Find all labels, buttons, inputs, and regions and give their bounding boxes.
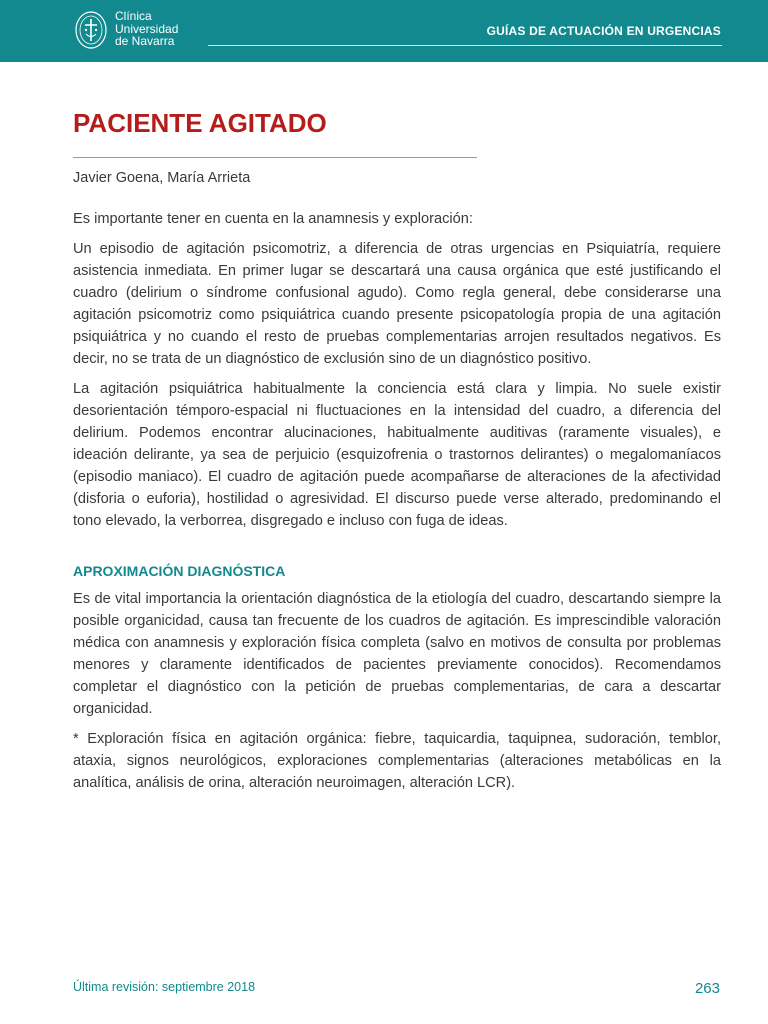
psychiatric-agitation-paragraph: La agitación psiquiátrica habitualmente la conciencia está clara y limpia. No suele existir desorientación témporo-espacial ni fluctuaciones en la intensidad del cuadro, a diferencia del delirium. Podemos encontrar alucinaciones, habitualmente auditivas (raramente visuales), e ideación delirante, ya sea de perjuicio (esquizofrenia o trastornos delirantes) o megalomaníacos (episodio maniaco). El cuadro de agitación puede acompañarse de alteraciones de la afectividad (disforia o euforia), hostilidad o agresividad. El discurso puede verse alterado, predominando el tono elevado, la verborrea, disgregado e incluso con fuga de ideas. — [73, 381, 721, 529]
physical-exam-paragraph: * Exploración física en agitación orgánica: fiebre, taquicardia, taquipnea, sudoración, temblor, ataxia, signos neurológicos, exploraciones complementarias (alteraciones metabólicas en la analítica, análisis de orina, alteración neuroimagen, alteración LCR). — [73, 731, 721, 791]
section-heading: APROXIMACIÓN DIAGNÓSTICA — [73, 563, 286, 579]
intro-paragraph: Es importante tener en cuenta en la anamnesis y exploración: — [73, 211, 473, 227]
page-title: PACIENTE AGITADO — [73, 108, 327, 138]
document-body — [73, 208, 721, 802]
page-number: 263 — [694, 980, 720, 997]
clinic-logo — [74, 8, 184, 54]
guide-series-title: GUÍAS DE ACTUACIÓN EN URGENCIAS — [486, 24, 721, 38]
page-header — [0, 0, 768, 62]
header-divider — [208, 45, 722, 46]
logo-text: Clínica Universidad de Navarra — [115, 9, 179, 48]
authors: Javier Goena, María Arrieta — [73, 170, 251, 186]
university-seal-icon — [74, 10, 108, 50]
revision-date: Última revisión: septiembre 2018 — [73, 980, 256, 994]
diagnostic-paragraph: Es de vital importancia la orientación diagnóstica de la etiología del cuadro, descartando siempre la posible organicidad, causa tan frecuente de los cuadros de agitación. Es imprescindible valoración médica con anamnesis y exploración física completa (salvo en motivos de consulta por problemas menores y claramente identificados de pacientes previamente conocidos). Recomendamos completar el diagnóstico con la petición de pruebas complementarias, de cara a descartar organicidad. — [73, 591, 721, 717]
title-divider — [73, 157, 477, 158]
agitation-episode-paragraph: Un episodio de agitación psicomotriz, a diferencia de otras urgencias en Psiquiatría, requiere asistencia inmediata. En primer lugar se descartará una causa orgánica que esté justificando el cuadro (delirium o síndrome confusional agudo). Como regla general, debe considerarse una agitación psicomotriz como psiquiátrica cuando presente psicopatología propia de una agitación psiquiátrica y no cuando el resto de pruebas complementarias arrojen resultados negativos. Es decir, no se trata de un diagnóstico de exclusión sino de un diagnóstico positivo. — [73, 241, 721, 367]
